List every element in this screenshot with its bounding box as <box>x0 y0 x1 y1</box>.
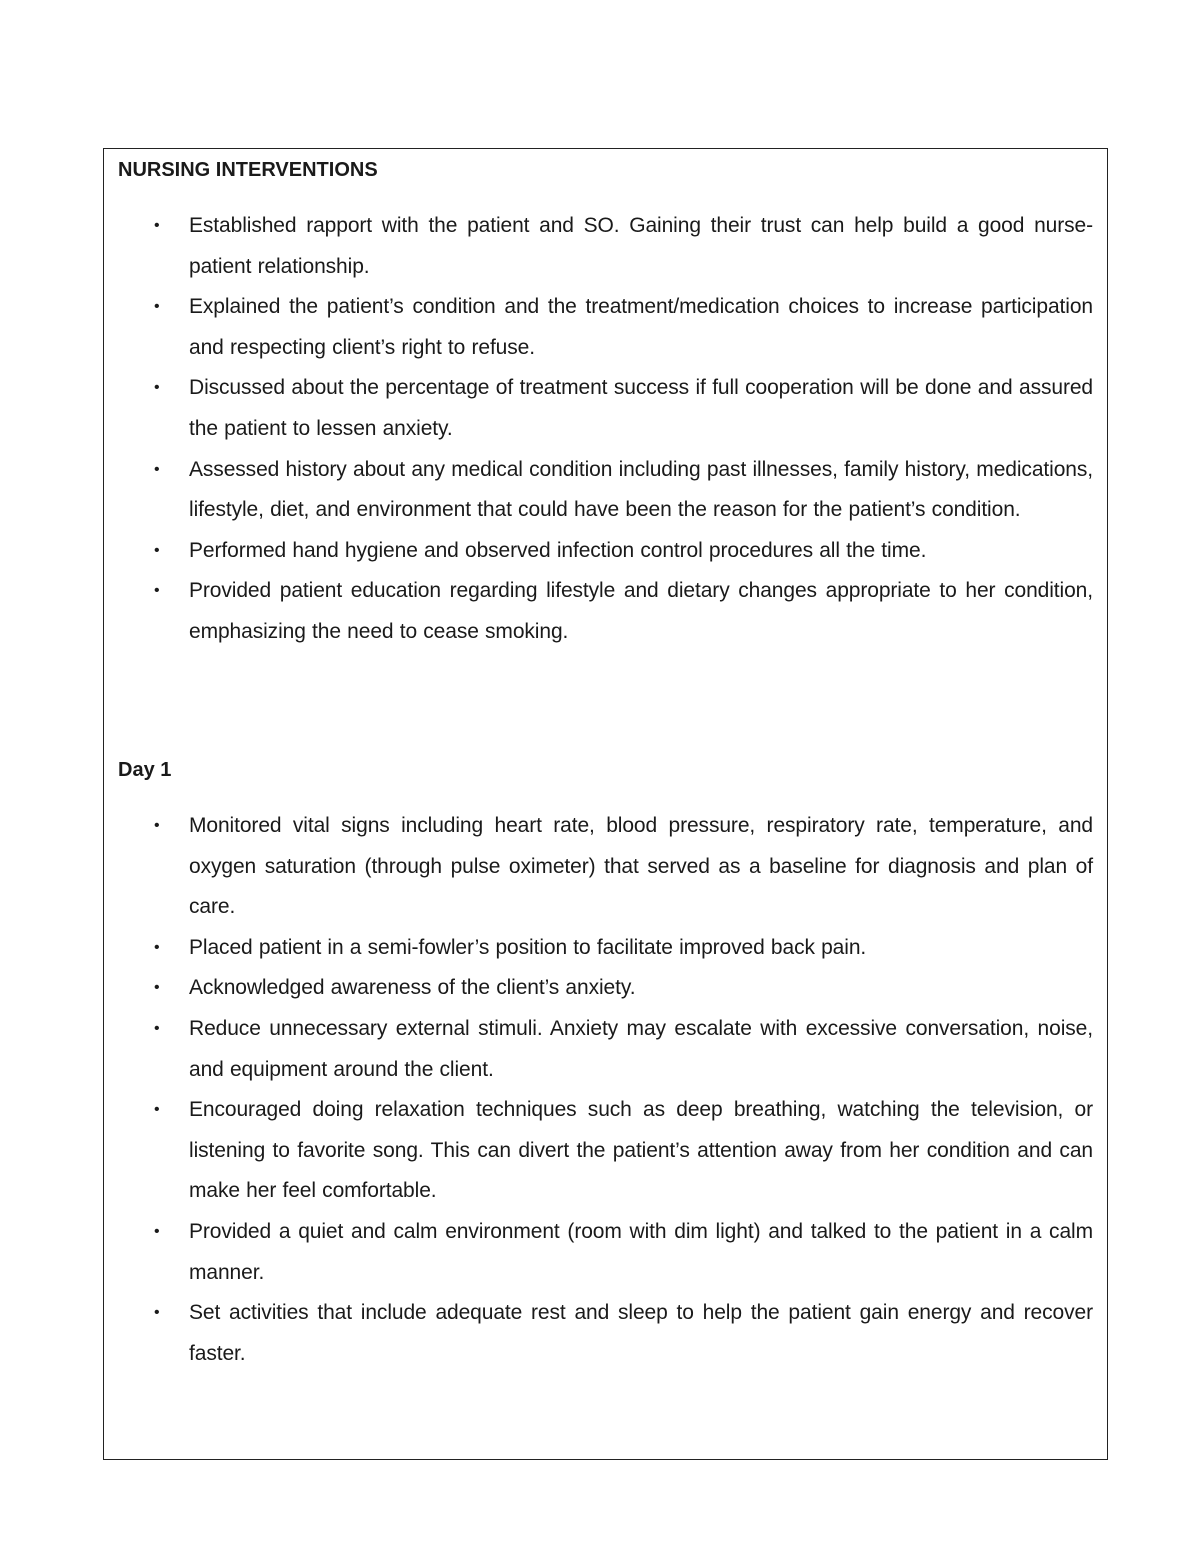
section-title-day-1: Day 1 <box>118 759 172 781</box>
bullet-icon: • <box>154 938 160 956</box>
list-item-text: Assessed history about any medical condition including past illnesses, family history, medications, lifestyle, diet, and environment that could have been the reason for the patient’s condition. <box>189 457 1093 522</box>
bullet-icon: • <box>154 817 160 834</box>
bullet-icon: • <box>154 460 160 478</box>
list-item <box>118 1009 1093 1090</box>
bullet-icon: • <box>154 1304 160 1322</box>
bullet-icon: • <box>154 298 160 316</box>
list-item <box>118 450 1093 531</box>
bullet-icon: • <box>154 217 160 234</box>
list-item-text: Placed patient in a semi-fowler’s position to facilitate improved back pain. <box>189 935 867 959</box>
list-item <box>118 206 1093 287</box>
list-item <box>118 287 1093 368</box>
bullet-icon: • <box>154 541 160 559</box>
list-item-text: Set activities that include adequate rest and sleep to help the patient gain energy and recover faster. <box>189 1301 1093 1365</box>
list-item-text: Discussed about the percentage of treatment success if full cooperation will be done and assured the patient to lessen anxiety. <box>189 376 1093 440</box>
nursing-interventions-list <box>118 206 1093 653</box>
list-item <box>118 1212 1093 1293</box>
list-item <box>118 806 1093 928</box>
bullet-icon: • <box>154 979 160 997</box>
list-item-text: Performed hand hygiene and observed infection control procedures all the time. <box>189 538 927 562</box>
list-item <box>118 571 1093 652</box>
list-item-text: Established rapport with the patient and SO. Gaining their trust can help build a good nurse-patient relationship. <box>189 214 1093 278</box>
bullet-icon: • <box>154 1222 160 1240</box>
bullet-icon: • <box>154 379 160 397</box>
list-item <box>118 1090 1093 1212</box>
list-item-text: Provided patient education regarding lifestyle and dietary changes appropriate to her condition, emphasizing the need to cease smoking. <box>189 579 1093 643</box>
day-1-list <box>118 806 1093 1374</box>
list-item-text: Reduce unnecessary external stimuli. Anxiety may escalate with excessive conversation, noise, and equipment around the client. <box>189 1016 1093 1081</box>
list-item-text: Monitored vital signs including heart rate, blood pressure, respiratory rate, temperature, and oxygen saturation (through pulse oximeter) that served as a baseline for diagnosis and plan of care. <box>189 814 1093 919</box>
list-item-text: Acknowledged awareness of the client’s anxiety. <box>189 976 636 1000</box>
list-item <box>118 928 1093 969</box>
list-item <box>118 531 1093 572</box>
list-item <box>118 1293 1093 1374</box>
list-item <box>118 968 1093 1009</box>
bullet-icon: • <box>154 1019 160 1037</box>
bullet-icon: • <box>154 582 160 600</box>
list-item <box>118 368 1093 449</box>
list-item-text: Explained the patient’s condition and the treatment/medication choices to increase participation and respecting client’s right to refuse. <box>189 295 1093 359</box>
section-title-nursing-interventions: NURSING INTERVENTIONS <box>118 159 378 181</box>
list-item-text: Encouraged doing relaxation techniques such as deep breathing, watching the television, or listening to favorite song. This can divert the patient’s attention away from her condition and can make her feel comfortable. <box>189 1098 1093 1203</box>
bullet-icon: • <box>154 1101 160 1119</box>
list-item-text: Provided a quiet and calm environment (room with dim light) and talked to the patient in a calm manner. <box>189 1219 1093 1284</box>
